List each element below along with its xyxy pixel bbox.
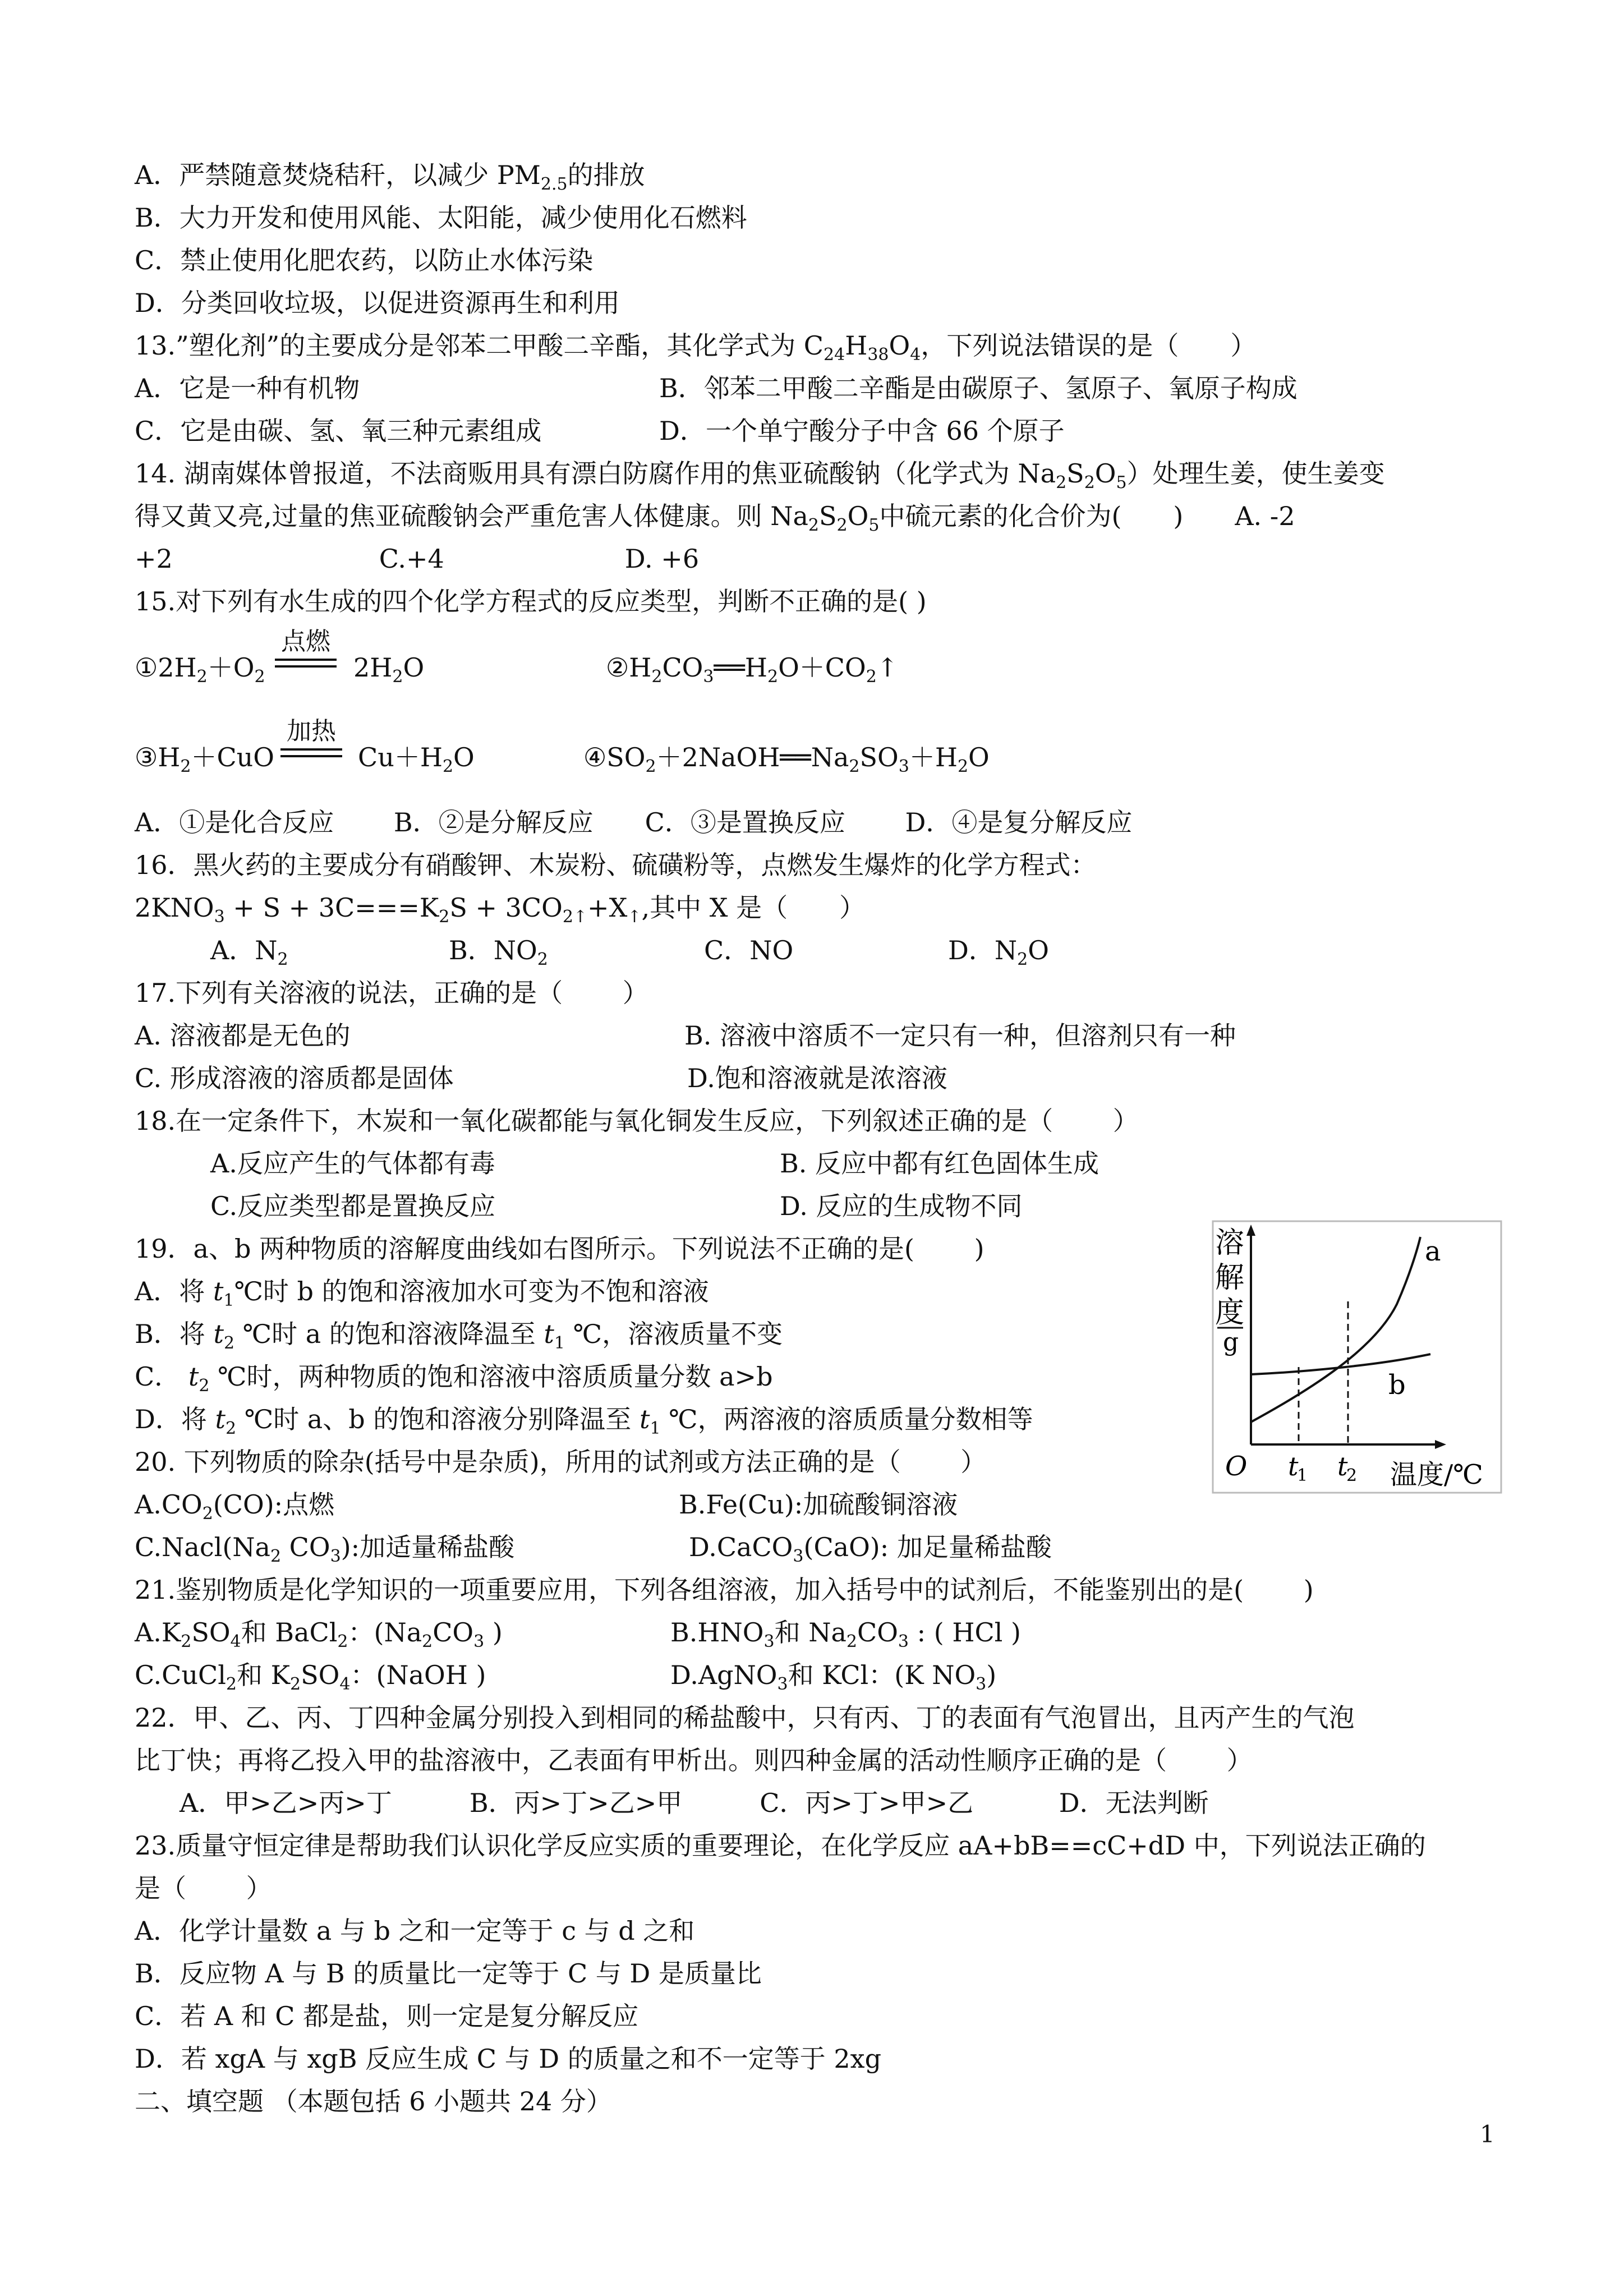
q19-stem: 19．a、b 两种物质的溶解度曲线如右图所示。下列说法不正确的是( ) bbox=[135, 1234, 984, 1264]
q14-stem-line2: 得又黄又亮,过量的焦亚硫酸钠会严重危害人体健康。则 $Na_2S_2O_5$中硫元素的化合价为( ) A. -2 bbox=[135, 501, 1295, 535]
q22-stem-line1: 22．甲、乙、丙、丁四种金属分别投入到相同的稀盐酸中，只有丙、丁的表面有气泡冒出，且丙产生的气泡 bbox=[135, 1703, 1355, 1733]
figure-border bbox=[1213, 1221, 1501, 1493]
q21-option-a: $A.K_2SO_4$和 BaCl$_2$：($Na_2CO_3$ ) bbox=[135, 1617, 503, 1651]
q16-option-c: C．NO bbox=[704, 935, 794, 965]
ylabel-char-1: 溶 bbox=[1215, 1226, 1245, 1260]
q23-stem-line1: 23.质量守恒定律是帮助我们认识化学反应实质的重要理论，在化学反应 aA+bB==cC+dD 中，下列说法正确的 bbox=[135, 1830, 1426, 1861]
q19-option-d: D．将 $t_2$ ℃时 a、b 的饱和溶液分别降温至 $t_1$ ℃，两溶液的溶质质量分数相等 bbox=[135, 1404, 1033, 1438]
q20-option-a: $A.CO_2(CO)$:点燃 bbox=[135, 1489, 335, 1524]
x-axis-arrow-icon bbox=[1435, 1440, 1446, 1449]
q23-option-d: D．若 xgA 与 xgB 反应生成 C 与 D 的质量之和不一定等于 2xg bbox=[135, 2044, 882, 2074]
equation-1-right: $2H_2O$ bbox=[353, 652, 425, 687]
q21-option-c: C.CuCl$_2$和 $K_2SO_4$：(NaOH ) bbox=[135, 1660, 486, 1694]
q16-stem: 16．黑火药的主要成分有硝酸钾、木炭粉、硫磺粉等，点燃发生爆炸的化学方程式： bbox=[135, 850, 1097, 880]
q13-option-c: C．它是由碳、氢、氧三种元素组成 bbox=[135, 416, 542, 446]
q20-stem: 20. 下列物质的除杂(括号中是杂质)，所用的试剂或方法正确的是（ ） bbox=[135, 1447, 987, 1477]
q23-stem-line2: 是（ ） bbox=[135, 1873, 272, 1903]
q16-option-b: B．$NO_2$ bbox=[449, 935, 548, 969]
q19-option-b: B．将 $t_2$ ℃时 a 的饱和溶液降温至 $t_1$ ℃，溶液质量不变 bbox=[135, 1319, 783, 1353]
q13-option-d: D．一个单宁酸分子中含 66 个原子 bbox=[659, 416, 1065, 446]
equation-3-right: $Cu+H_2O$ bbox=[358, 742, 475, 776]
ylabel-unit: g bbox=[1223, 1328, 1239, 1356]
section-2-heading: 二、填空题 （本题包括 6 小题共 24 分） bbox=[135, 2086, 612, 2116]
q20-option-c: $C.Nacl(Na_2$ $CO_3$):加适量稀盐酸 bbox=[135, 1532, 515, 1566]
equation-3-left: $③H_2+CuO$ bbox=[135, 742, 274, 776]
q13-option-a: A．它是一种有机物 bbox=[135, 373, 360, 403]
equation-2: $②H_2CO_3══H_2O+CO_2↑$ bbox=[606, 652, 899, 687]
q20-option-d: D.CaCO$_3$(CaO): 加足量稀盐酸 bbox=[689, 1532, 1052, 1566]
q19-option-c: C． $t_2$ ℃时，两种物质的饱和溶液中溶质质量分数 a>b bbox=[135, 1361, 773, 1396]
q12-option-d: D．分类回收垃圾，以促进资源再生和利用 bbox=[135, 288, 620, 318]
equation-3-condition: 加热 bbox=[280, 717, 342, 757]
q18-option-c: C.反应类型都是置换反应 bbox=[210, 1191, 496, 1221]
q15-stem: 15.对下列有水生成的四个化学方程式的反应类型，判断不正确的是( ) bbox=[135, 586, 927, 616]
origin-label: O bbox=[1225, 1451, 1248, 1482]
t1-sub-label: 1 bbox=[1297, 1466, 1308, 1485]
q17-stem: 17.下列有关溶液的说法，正确的是（ ） bbox=[135, 978, 648, 1008]
t2-sub-label: 2 bbox=[1346, 1466, 1358, 1485]
page-number: 1 bbox=[1480, 2120, 1495, 2148]
curve-a-label: a bbox=[1425, 1236, 1441, 1267]
q22-stem-line2: 比丁快；再将乙投入甲的盐溶液中，乙表面有甲析出。则四种金属的活动性顺序正确的是（ ） bbox=[135, 1745, 1253, 1775]
q20-option-b: B.Fe(Cu):加硫酸铜溶液 bbox=[679, 1489, 958, 1520]
q18-option-d: D. 反应的生成物不同 bbox=[780, 1191, 1023, 1221]
q18-option-b: B. 反应中都有红色固体生成 bbox=[780, 1148, 1099, 1179]
q12-option-c: C．禁止使用化肥农药，以防止水体污染 bbox=[135, 245, 594, 275]
t2-label: t bbox=[1337, 1451, 1348, 1481]
t1-label: t bbox=[1288, 1451, 1299, 1481]
q17-option-d: D.饱和溶液就是浓溶液 bbox=[687, 1063, 947, 1093]
curve-b-label: b bbox=[1388, 1369, 1406, 1401]
q12-option-a: A．严禁随意焚烧秸秆，以减少 $PM_{2.5}$的排放 bbox=[135, 160, 645, 194]
q18-option-a: A.反应产生的气体都有毒 bbox=[210, 1148, 495, 1179]
q23-option-a: A．化学计量数 a 与 b 之和一定等于 c 与 d 之和 bbox=[135, 1916, 695, 1946]
q14-options: +2 C.+4 D. +6 bbox=[135, 544, 700, 574]
q21-option-d: D.AgNO$_3$和 KCl：(K $NO_3$) bbox=[670, 1660, 997, 1694]
q15-options: A．①是化合反应 B．②是分解反应 C．③是置换反应 D．④是复分解反应 bbox=[135, 807, 1133, 838]
q23-option-b: B．反应物 A 与 B 的质量比一定等于 C 与 D 是质量比 bbox=[135, 1958, 762, 1989]
q21-stem: 21.鉴别物质是化学知识的一项重要应用，下列各组溶液，加入括号中的试剂后，不能鉴别出的是( ) bbox=[135, 1575, 1314, 1605]
q12-option-b: B．大力开发和使用风能、太阳能，减少使用化石燃料 bbox=[135, 203, 747, 233]
q22-options: A．甲>乙>丙>丁 B．丙>丁>乙>甲 C．丙>丁>甲>乙 D．无法判断 bbox=[180, 1788, 1209, 1818]
q17-option-b: B. 溶液中溶质不一定只有一种，但溶剂只有一种 bbox=[684, 1020, 1236, 1051]
q13-stem: 13.”塑化剂”的主要成分是邻苯二甲酸二辛酯，其化学式为 $C_{24}H_{38}O_4$，下列说法错误的是（ ） bbox=[135, 330, 1257, 365]
solubility-curve-figure bbox=[1212, 1220, 1503, 1495]
q19-option-a: A．将 $t_1℃$时 b 的饱和溶液加水可变为不饱和溶液 bbox=[135, 1276, 709, 1310]
q16-equation: $2KNO_3 + S + 3C===K_2S + 3CO_{2↑}+X_↑$,其中 X 是（ ） bbox=[135, 892, 866, 927]
equation-1-condition: 点燃 bbox=[275, 627, 337, 668]
ylabel-char-2: 解 bbox=[1215, 1261, 1245, 1295]
ylabel-char-3: 度 bbox=[1215, 1296, 1245, 1329]
q17-option-c: C. 形成溶液的溶质都是固体 bbox=[135, 1063, 454, 1093]
q18-stem: 18.在一定条件下，木炭和一氧化碳都能与氧化铜发生反应，下列叙述正确的是（ ） bbox=[135, 1106, 1139, 1136]
equation-4: $④SO_2+2NaOH══Na_2SO_3+H_2O$ bbox=[583, 742, 990, 776]
q14-stem-line1: 14. 湖南媒体曾报道，不法商贩用具有漂白防腐作用的焦亚硫酸钠（化学式为 $Na_2S_2O_5$）处理生姜，使生姜变 bbox=[135, 458, 1385, 493]
equation-1-left: $①2H_2+O_2$ bbox=[135, 652, 265, 687]
q17-option-a: A. 溶液都是无色的 bbox=[135, 1020, 351, 1051]
q13-option-b: B．邻苯二甲酸二辛酯是由碳原子、氢原子、氧原子构成 bbox=[659, 373, 1298, 403]
y-axis-arrow-icon bbox=[1246, 1225, 1255, 1236]
xlabel: 温度/℃ bbox=[1390, 1459, 1483, 1490]
q23-option-c: C．若 A 和 C 都是盐，则一定是复分解反应 bbox=[135, 2001, 639, 2031]
q16-option-d: D．$N_2O$ bbox=[948, 935, 1049, 969]
q21-option-b: $B.HNO_3$和 $Na_2CO_3$ : ( HCl ) bbox=[670, 1617, 1021, 1651]
q16-option-a: A．$N_2$ bbox=[210, 935, 288, 969]
